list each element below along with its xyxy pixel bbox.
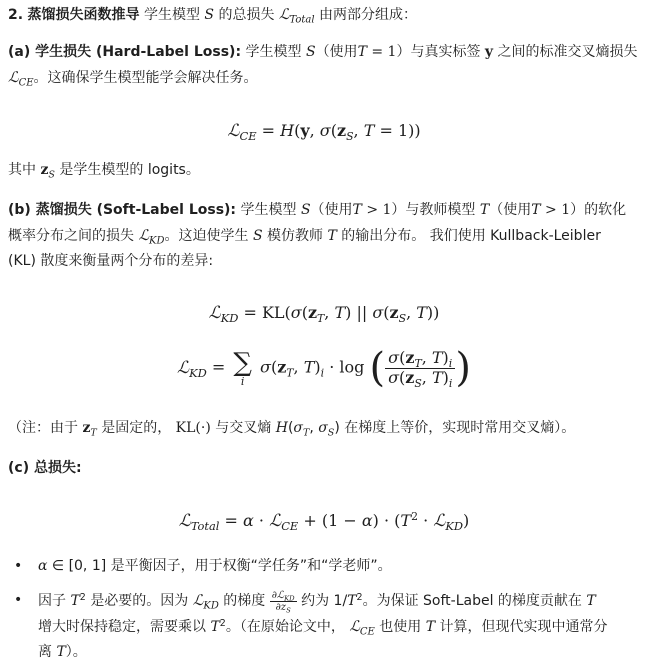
bullet-alpha: α ∈ [0, 1] 是平衡因子，用于权衡“学任务”和“学老师”。 bbox=[38, 558, 392, 574]
section-heading: 2. 蒸馏损失函数推导 学生模型 S 的总损失 ℒ$_{Total}$ 由两部分组成： bbox=[8, 6, 418, 26]
bullet-t-squared: 因子 $T^2$ 是必要的。因为 ℒ$_{KD}$ 的梯度 $\frac{\partial ℒ_{KD}}{\partial z_S}$ 约为 $1/T^2$。为保证 Soft-Label 的梯度贡献在 T 增大时保持稳定，需要乘以 $T^2$。（在原始论文中， ℒ$_{CE}$ 也使用 T 计算，但现代实现中通常分 离 T）。 bbox=[38, 589, 608, 660]
soft-loss-paragraph: (b) 蒸馏损失 (Soft-Label Loss): 学生模型 S（使用T > 1）与教师模型 T（使用T > 1）的软化 概率分布之间的损失 ℒ$_{KD}$。这迫使学生 S 模仿教师 T 的输出分布。 我们使用 Kullback-Leibler (KL) 散度来衡量两个分布的差异: bbox=[8, 202, 627, 269]
heading-number: 2. bbox=[8, 7, 24, 23]
bullet-dot-icon: • bbox=[14, 558, 23, 574]
equation-kd-sum: ℒ$_{KD}$ = ∑ i $\sigma(z_T$, $T)_i \cdot \log$ ( $\frac{\sigma(z_T, T)_i}{\sigma(z_S, T)_i}$ ) bbox=[177, 345, 471, 391]
hard-loss-label: (a) 学生损失 (Hard-Label Loss): bbox=[8, 44, 242, 60]
heading-title: 蒸馏损失函数推导 bbox=[27, 7, 140, 23]
hard-loss-paragraph: (a) 学生损失 (Hard-Label Loss): 学生模型 S（使用T = 1）与真实标签 y 之间的标准交叉熵损失 ℒ$_{CE}$。这确保学生模型能学会解决任务。 bbox=[8, 44, 638, 89]
equation-kd-kl: ℒ$_{KD}$ = $KL(\sigma(z_T$, T) || $\sigma(z_S$, T)) bbox=[208, 302, 440, 325]
bullet-dot-icon: • bbox=[14, 592, 23, 608]
logits-note: 其中 $z_S$ 是学生模型的 logits。 bbox=[8, 162, 200, 181]
total-loss-label: (c) 总损失: bbox=[8, 460, 82, 476]
soft-loss-label: (b) 蒸馏损失 (Soft-Label Loss): bbox=[8, 202, 237, 218]
equivalence-note: （注：由于 $z_T$ 是固定的， KL(·) 与交叉熵 $H(\sigma_T$, $\sigma_S$) 在梯度上等价，实现时常用交叉熵）。 bbox=[8, 420, 576, 439]
equation-total: ℒ$_{Total}$ = α · ℒ$_{CE}$ + $(1 - \alpha) \cdot (T^2$ · ℒ$_{KD}$) bbox=[178, 510, 470, 533]
equation-ce: ℒ$_{CE}$ = H(y, $\sigma(z_S$, T = 1)) bbox=[227, 120, 421, 143]
